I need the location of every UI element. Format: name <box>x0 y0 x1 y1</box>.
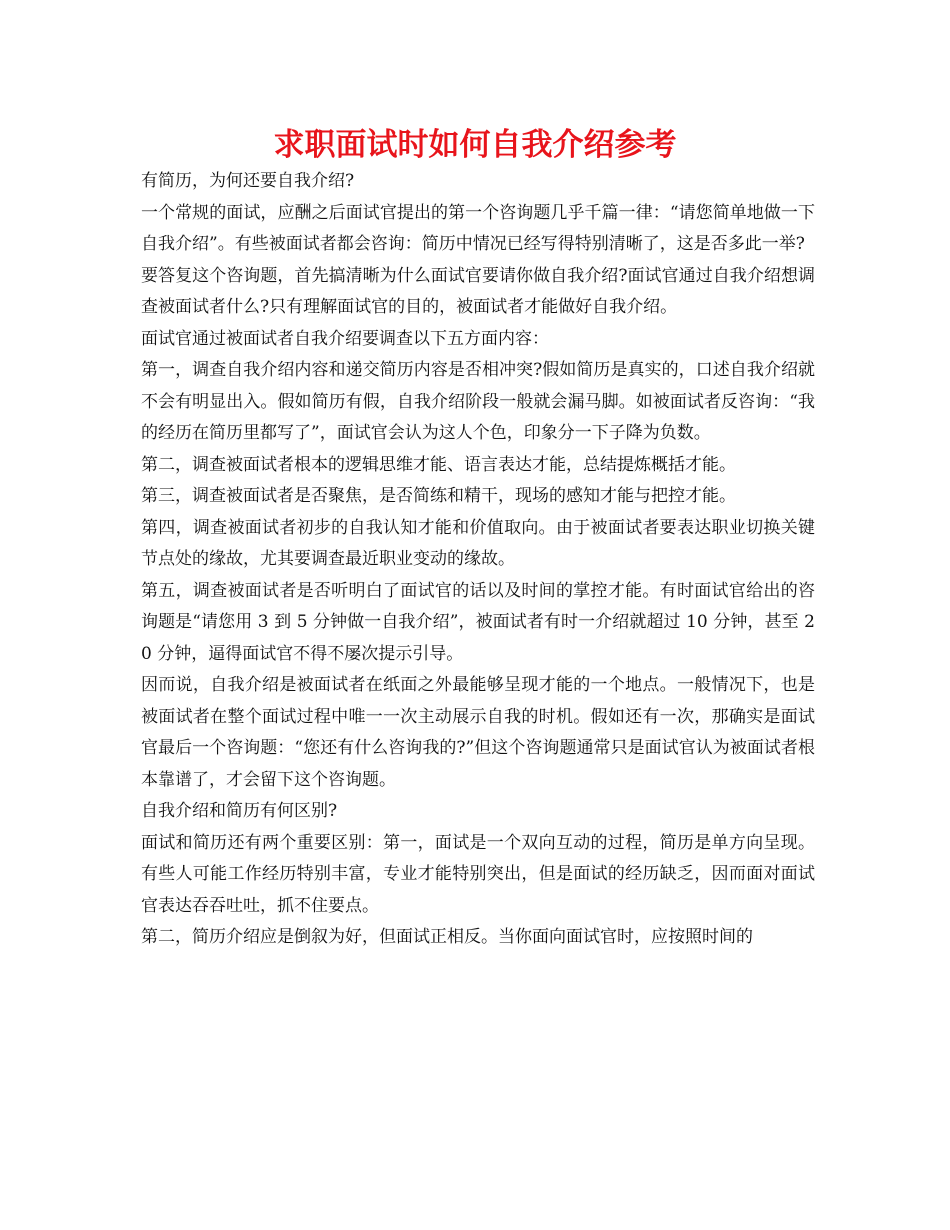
paragraph: 一个常规的面试，应酬之后面试官提出的第一个咨询题几乎千篇一律：“请您简单地做一下自我介绍”。有些被面试者都会咨询：简历中情况已经写得特别清晰了，这是否多此一举? <box>141 202 815 254</box>
paragraph: 第三，调查被面试者是否聚焦，是否简练和精干，现场的感知才能与把控才能。 <box>141 486 736 506</box>
document-title: 求职面试时如何自我介绍参考 <box>273 127 677 163</box>
paragraph: 自我介绍和简历有何区别? <box>141 801 338 821</box>
paragraph: 面试和简历还有两个重要区别：第一，面试是一个双向互动的过程，简历是单方向呈现。有些人可能工作经历特别丰富，专业才能特别突出，但是面试的经历缺乏，因而面对面试官表达吞吞吐吐，抓不住要点。 <box>141 832 815 916</box>
paragraph: 第一，调查自我介绍内容和递交简历内容是否相冲突?假如简历是真实的，口述自我介绍就不会有明显出入。假如简历有假，自我介绍阶段一般就会漏马脚。如被面试者反咨询：“我的经历在简历里都写了”，面试官会认为这人个色，印象分一下子降为负数。 <box>141 360 815 443</box>
document-body <box>141 166 815 954</box>
paragraph: 面试官通过被面试者自我介绍要调查以下五方面内容： <box>141 328 549 349</box>
paragraph: 第五，调查被面试者是否听明白了面试官的话以及时间的掌控才能。有时面试官给出的咨询题是“请您用 3 到 5 分钟做一自我介绍”，被面试者有时一介绍就超过 10 分钟，甚至 20 分钟，逼得面试官不得不屡次提示引导。 <box>141 580 815 664</box>
paragraph: 要答复这个咨询题，首先搞清晰为什么面试官要请你做自我介绍?面试官通过自我介绍想调查被面试者什么?只有理解面试官的目的，被面试者才能做好自我介绍。 <box>141 265 815 317</box>
paragraph: 因而说，自我介绍是被面试者在纸面之外最能够呈现才能的一个地点。一般情况下，也是被面试者在整个面试过程中唯一一次主动展示自我的时机。假如还有一次，那确实是面试官最后一个咨询题：“您还有什么咨询我的?”但这个咨询题通常只是面试官认为被面试者根本靠谱了，才会留下这个咨询题。 <box>141 675 815 790</box>
paragraph: 有简历，为何还要自我介绍? <box>141 171 355 191</box>
paragraph: 第二，调查被面试者根本的逻辑思维才能、语言表达才能，总结提炼概括才能。 <box>141 454 736 475</box>
paragraph: 第四，调查被面试者初步的自我认知才能和价值取向。由于被面试者要表达职业切换关键节点处的缘故，尤其要调查最近职业变动的缘故。 <box>141 517 815 569</box>
paragraph: 第二，简历介绍应是倒叙为好，但面试正相反。当你面向面试官时，应按照时间的 <box>141 927 753 947</box>
